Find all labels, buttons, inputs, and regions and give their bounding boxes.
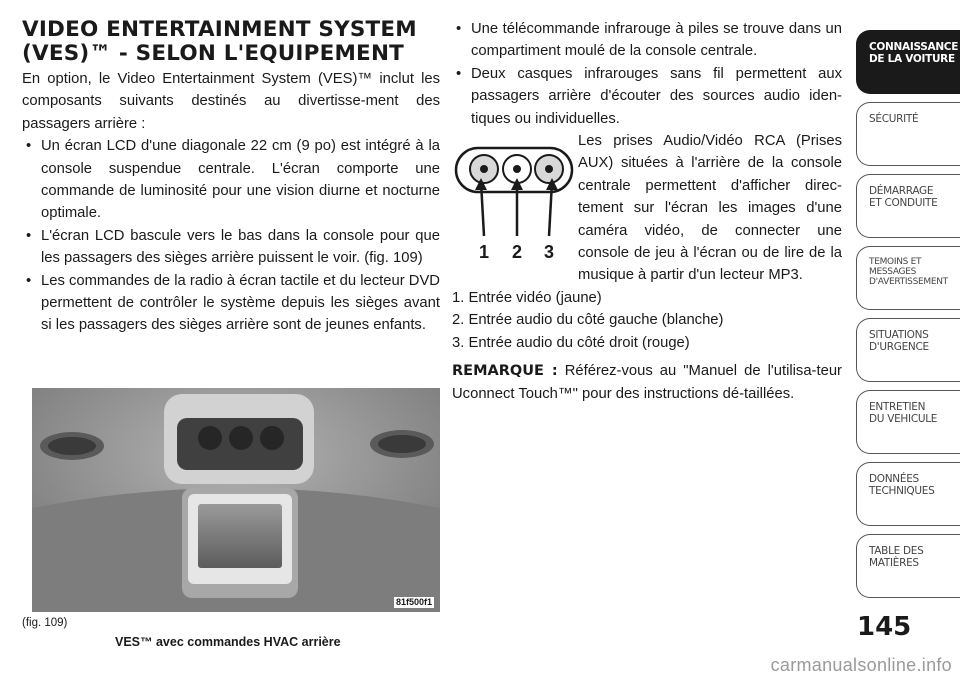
tab-donnees[interactable] [856, 462, 960, 526]
tab-temoins[interactable] [856, 246, 960, 310]
bullet-text: L'écran LCD bascule vers le bas dans la console pour que les passagers des sièges arrière puissent le voir. (fig. 109) [41, 227, 440, 267]
right-bullet-list [452, 18, 842, 130]
bullet-marker: • [456, 65, 462, 82]
list-item: 1. Entrée vidéo (jaune) [452, 289, 602, 306]
tab-label: TEMOINS ET [869, 257, 922, 267]
tab-label: ENTRETIEN [869, 401, 926, 413]
list-item: 2. Entrée audio du côté gauche (blanche) [452, 312, 724, 329]
bullet-marker: • [26, 227, 32, 244]
tab-label: D'AVERTISSEMENT [869, 277, 948, 287]
tab-label: TECHNIQUES [869, 485, 935, 497]
list-item [452, 63, 842, 130]
page-number: 145 [857, 612, 912, 642]
tab-label: D'URGENCE [869, 341, 929, 353]
list-item [22, 225, 440, 270]
av-jacks-description: Les prises Audio/Vidéo RCA (Prises AUX) situées à l'arrière de la console centrale permettent d'afficher direc-tement sur l'écran les images d'une caméra vidéo, de connecter une console de jeu à l'écran ou de lire de la musique à partir d'un lecteur MP3. [578, 133, 842, 284]
tab-label: MESSAGES [869, 267, 917, 277]
title-line-1: VIDEO ENTERTAINMENT SYSTEM [22, 17, 417, 42]
tab-label: CONNAISSANCE [869, 41, 959, 53]
tab-label: DÉMARRAGE [869, 185, 934, 197]
bullet-text: Deux casques infrarouges sans fil permettent aux passagers arrière d'écouter des sources audio iden-tiques ou individuelles. [471, 65, 842, 127]
list-item [22, 270, 440, 337]
right-column [452, 18, 842, 405]
tab-label: DU VEHICULE [869, 413, 938, 425]
figure-caption: VES™ avec commandes HVAC arrière [115, 635, 341, 649]
section-title [22, 18, 440, 66]
jack-label: 3 [543, 242, 555, 263]
remarque-text: Référez-vous au "Manuel de l'utilisa-teur Uconnect Touch™" pour des instructions dé-taillées. [452, 363, 842, 402]
ves-figure-photo [32, 388, 440, 612]
tab-situations[interactable] [856, 318, 960, 382]
jack-legend-list [452, 287, 842, 354]
tab-demarrage[interactable] [856, 174, 960, 238]
figure-code: 81f500f1 [395, 597, 432, 607]
ves-console-illustration [32, 388, 440, 612]
tab-connaissance[interactable] [856, 30, 960, 94]
left-column [22, 18, 440, 337]
jack-label: 2 [511, 242, 523, 263]
bullet-marker: • [456, 21, 462, 37]
tab-label: SITUATIONS [869, 329, 929, 341]
bullet-marker: • [26, 138, 32, 155]
left-bullet-list [22, 135, 440, 337]
bullet-marker: • [26, 272, 32, 289]
watermark: carmanualsonline.info [770, 655, 952, 675]
tab-label: DONNÉES [869, 473, 919, 485]
title-line-2: (VES)™ - SELON L'EQUIPEMENT [22, 41, 405, 66]
bullet-text: Les commandes de la radio à écran tactile et du lecteur DVD permettent de contrôler le système depuis les sièges avant si les passagers des sièges arrière sont de jeunes enfants. [41, 272, 440, 334]
tab-securite[interactable] [856, 102, 960, 166]
bullet-text: Un écran LCD d'une diagonale 22 cm (9 po) est intégré à la console suspendue centrale. L'écran comporte une commande de luminosité pour une vision diurne et nocturne optimale. [41, 138, 440, 222]
tab-label: TABLE DES [869, 545, 924, 557]
tab-label: SÉCURITÉ [869, 113, 919, 125]
list-item: 3. Entrée audio du côté droit (rouge) [452, 334, 690, 351]
tab-label: ET CONDUITE [869, 197, 938, 209]
list-item [452, 18, 842, 63]
remarque-note [452, 360, 842, 405]
av-jacks-section [452, 130, 842, 287]
tab-label: DE LA VOITURE [869, 53, 955, 65]
list-item [22, 135, 440, 225]
bullet-text: Une télécommande infrarouge à piles se trouve dans un compartiment moulé de la console centrale. [471, 21, 842, 60]
jack-label: 1 [478, 242, 490, 263]
tab-entretien[interactable] [856, 390, 960, 454]
av-jacks-diagram [452, 132, 576, 282]
tab-label: MATIÈRES [869, 557, 919, 569]
figure-reference: (fig. 109) [22, 617, 68, 629]
tab-table-des-matieres[interactable] [856, 534, 960, 598]
intro-paragraph: En option, le Video Entertainment System (VES)™ inclut les composants suivants destinés au divertisse-ment des passagers arrière : [22, 71, 440, 132]
remarque-label: REMARQUE : [452, 363, 558, 380]
